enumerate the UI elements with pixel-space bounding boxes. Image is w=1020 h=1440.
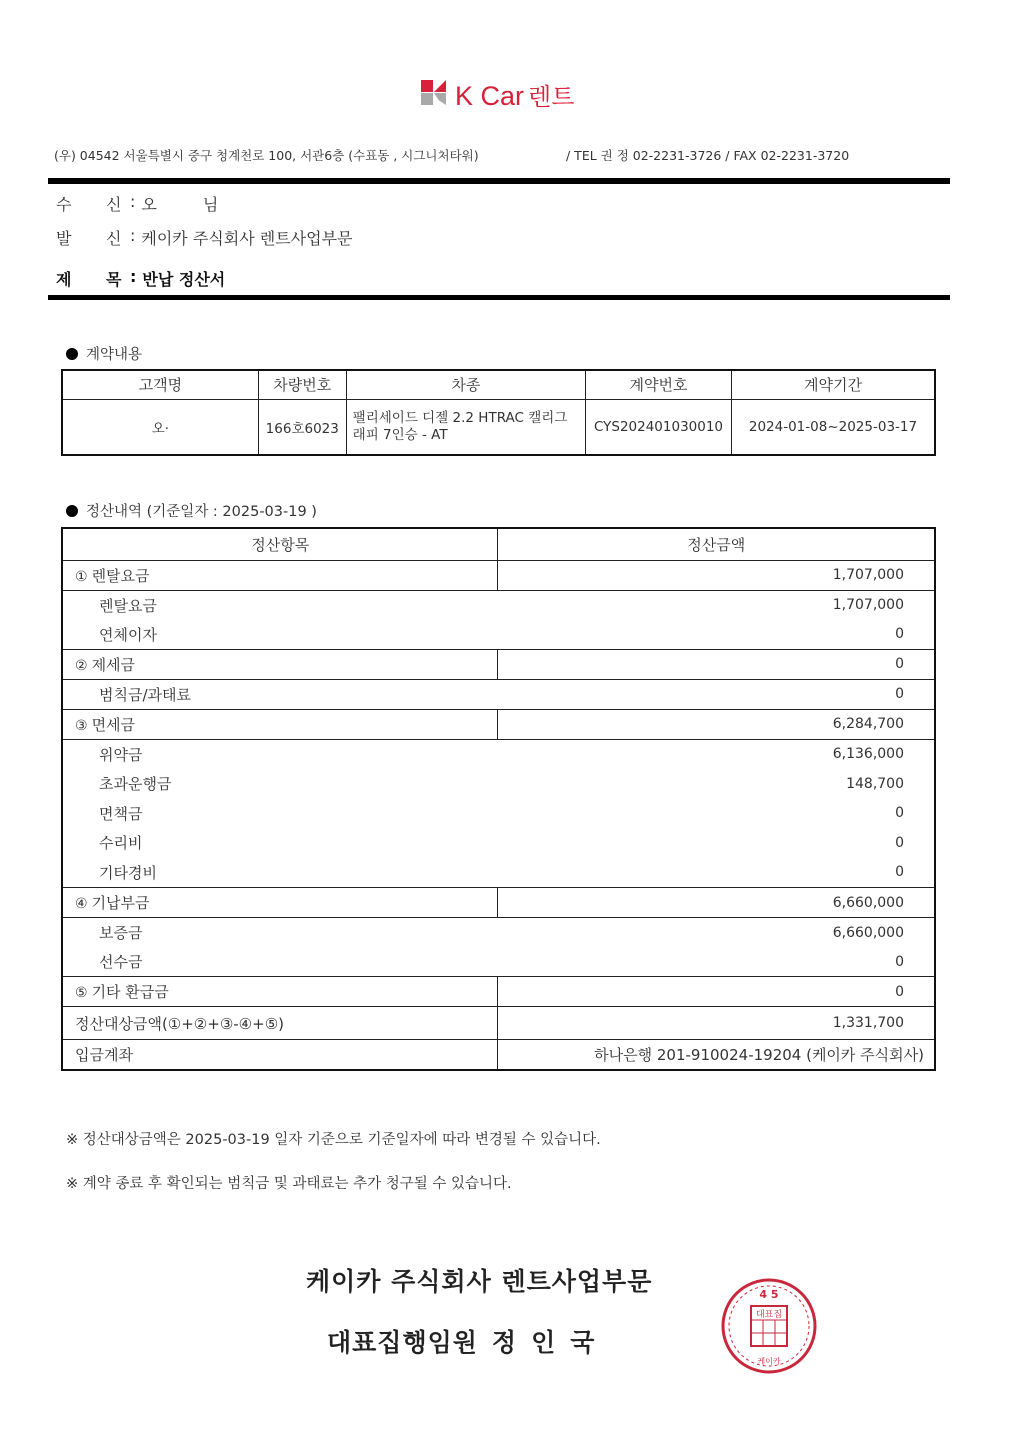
customer-name: 오· [62,399,258,455]
group-label: 렌탈요금 [91,566,150,585]
item-row [62,769,935,799]
settlement-header-row [62,528,935,560]
contract-section-label: 계약내용 [86,347,143,363]
contract-row [62,399,935,455]
group-label: 제세금 [91,655,136,674]
group-amount: 0 [498,649,935,679]
kcar-logo-icon [421,80,449,108]
item-row [62,798,935,828]
item-row [62,739,935,769]
item-label: 보증금 [99,924,143,943]
svg-text:대표집: 대표집 [755,1310,783,1320]
logo-suffix: 렌트 [528,83,575,111]
item-row [62,620,935,650]
group-number: ④ [75,896,88,912]
group-amount: 1,707,000 [498,560,935,590]
contract-table [61,369,936,456]
account-value: 하나은행 201-910024-19204 (케이카 주식회사) [498,1040,935,1070]
item-label: 수리비 [99,834,143,853]
group-amount: 6,660,000 [498,888,935,918]
signature-name-char: 국 [570,1328,596,1357]
item-label: 연체이자 [99,625,157,644]
subject-key2: 목 [106,270,122,289]
item-amount: 1,707,000 [832,597,904,614]
group-row-prepaid [62,888,935,918]
item-label: 범칙금/과태료 [99,685,191,704]
sender-key2: 신 [106,229,122,248]
logo-brand: K Car [455,80,525,111]
group-row-taxable [62,649,935,679]
colon: : [130,267,137,286]
group-number: ③ [75,717,88,734]
item-label: 기타경비 [99,863,157,882]
header-divider-top [48,178,950,184]
item-label: 위약금 [99,745,143,764]
item-amount: 0 [895,864,904,881]
logo-text [455,77,574,112]
group-row-tax-exempt [62,709,935,739]
signature-officer [327,1323,595,1359]
settlement-section-title [66,500,317,521]
item-row [62,828,935,858]
item-amount: 0 [895,686,904,703]
account-row [62,1040,935,1070]
total-label: 정산대상금액(①+②+③-④+⑤) [62,1007,498,1040]
contract-header-row [62,370,935,399]
col-plate: 차량번호 [258,370,346,399]
contract-section-title [66,343,142,364]
bullet-icon [66,505,78,517]
subject-key1: 제 [56,270,72,289]
recipient-honorific: 님 [202,195,219,214]
item-amount: 0 [895,626,904,643]
group-label: 기타 환급금 [91,983,169,1002]
settlement-table [61,527,936,1071]
colon: : [130,192,136,211]
item-label: 초과운행금 [99,775,172,794]
bullet-icon [66,348,78,360]
sender-key1: 발 [56,229,72,248]
item-row [62,918,935,948]
signature-company: 케이카 주식회사 렌트사업부문 [306,1267,653,1296]
col-model: 차종 [346,370,585,399]
header-divider-bottom [48,295,950,300]
kcar-logo [421,78,574,110]
sender-name: 케이카 주식회사 렌트사업부문 [141,229,353,248]
item-amount: 148,700 [846,775,904,792]
vehicle-model: 팰리세이드 디젤 2.2 HTRAC 캘리그래피 7인승 - AT [346,399,585,455]
svg-text:케이카: 케이카 [757,1357,781,1366]
recipient-key1: 수 [56,195,72,214]
document-subject: 반납 정산서 [142,270,226,289]
sender-row [56,226,353,249]
signature-name-char: 정 [491,1328,518,1357]
signature-name-char: 인 [531,1328,557,1357]
svg-text:4 5: 4 5 [759,1288,779,1301]
group-row-other-refund [62,977,935,1007]
item-label: 면책금 [99,804,143,823]
subject-row [56,267,225,290]
col-period: 계약기간 [731,370,935,399]
item-amount: 0 [895,805,904,822]
total-row [62,1007,935,1040]
group-row-rental [62,560,935,590]
note-settlement-date: ※ 정산대상금액은 2025-03-19 일자 기준으로 기준일자에 따라 변경될 수 있습니다. [66,1132,601,1148]
group-label: 기납부금 [91,894,150,912]
group-amount: 6,284,700 [498,709,935,739]
recipient-key2: 신 [106,195,122,214]
group-number: ⑤ [75,985,88,1002]
group-amount: 0 [498,977,935,1007]
company-seal-icon [719,1276,819,1376]
item-row [62,947,935,977]
group-label: 면세금 [91,715,136,734]
company-contact: / TEL 권 정 02-2231-3726 / FAX 02-2231-3720 [566,148,850,163]
settlement-section-label: 정산내역 (기준일자 : 2025-03-19 ) [86,504,317,520]
group-number: ② [75,657,88,674]
recipient-row [56,192,218,215]
col-item: 정산항목 [62,528,498,560]
item-label: 선수금 [99,953,143,972]
recipient-name: 오 [141,195,157,214]
colon: : [130,226,136,245]
company-address: (우) 04542 서울특별시 중구 청계천로 100, 서관6층 (수표동 , 시그니처타워) [54,148,479,163]
contract-period: 2024-01-08~2025-03-17 [731,399,935,455]
item-row [62,590,935,620]
account-label: 입금계좌 [62,1040,498,1070]
item-amount: 0 [895,953,904,970]
total-amount: 1,331,700 [498,1007,935,1040]
note-additional-fines: ※ 계약 종료 후 확인되는 범칙금 및 과태료는 추가 청구될 수 있습니다. [66,1176,512,1192]
item-label: 렌탈요금 [99,596,157,615]
group-number: ① [75,568,88,585]
plate-number: 166호6023 [258,399,346,455]
item-row [62,858,935,888]
item-amount: 6,136,000 [832,746,904,763]
col-contract-no: 계약번호 [586,370,732,399]
col-amount: 정산금액 [498,528,935,560]
signature-title: 대표집행임원 [327,1328,478,1357]
item-amount: 6,660,000 [832,924,904,941]
item-amount: 0 [895,834,904,851]
item-row [62,679,935,709]
col-customer: 고객명 [62,370,258,399]
contract-number: CYS202401030010 [586,399,732,455]
